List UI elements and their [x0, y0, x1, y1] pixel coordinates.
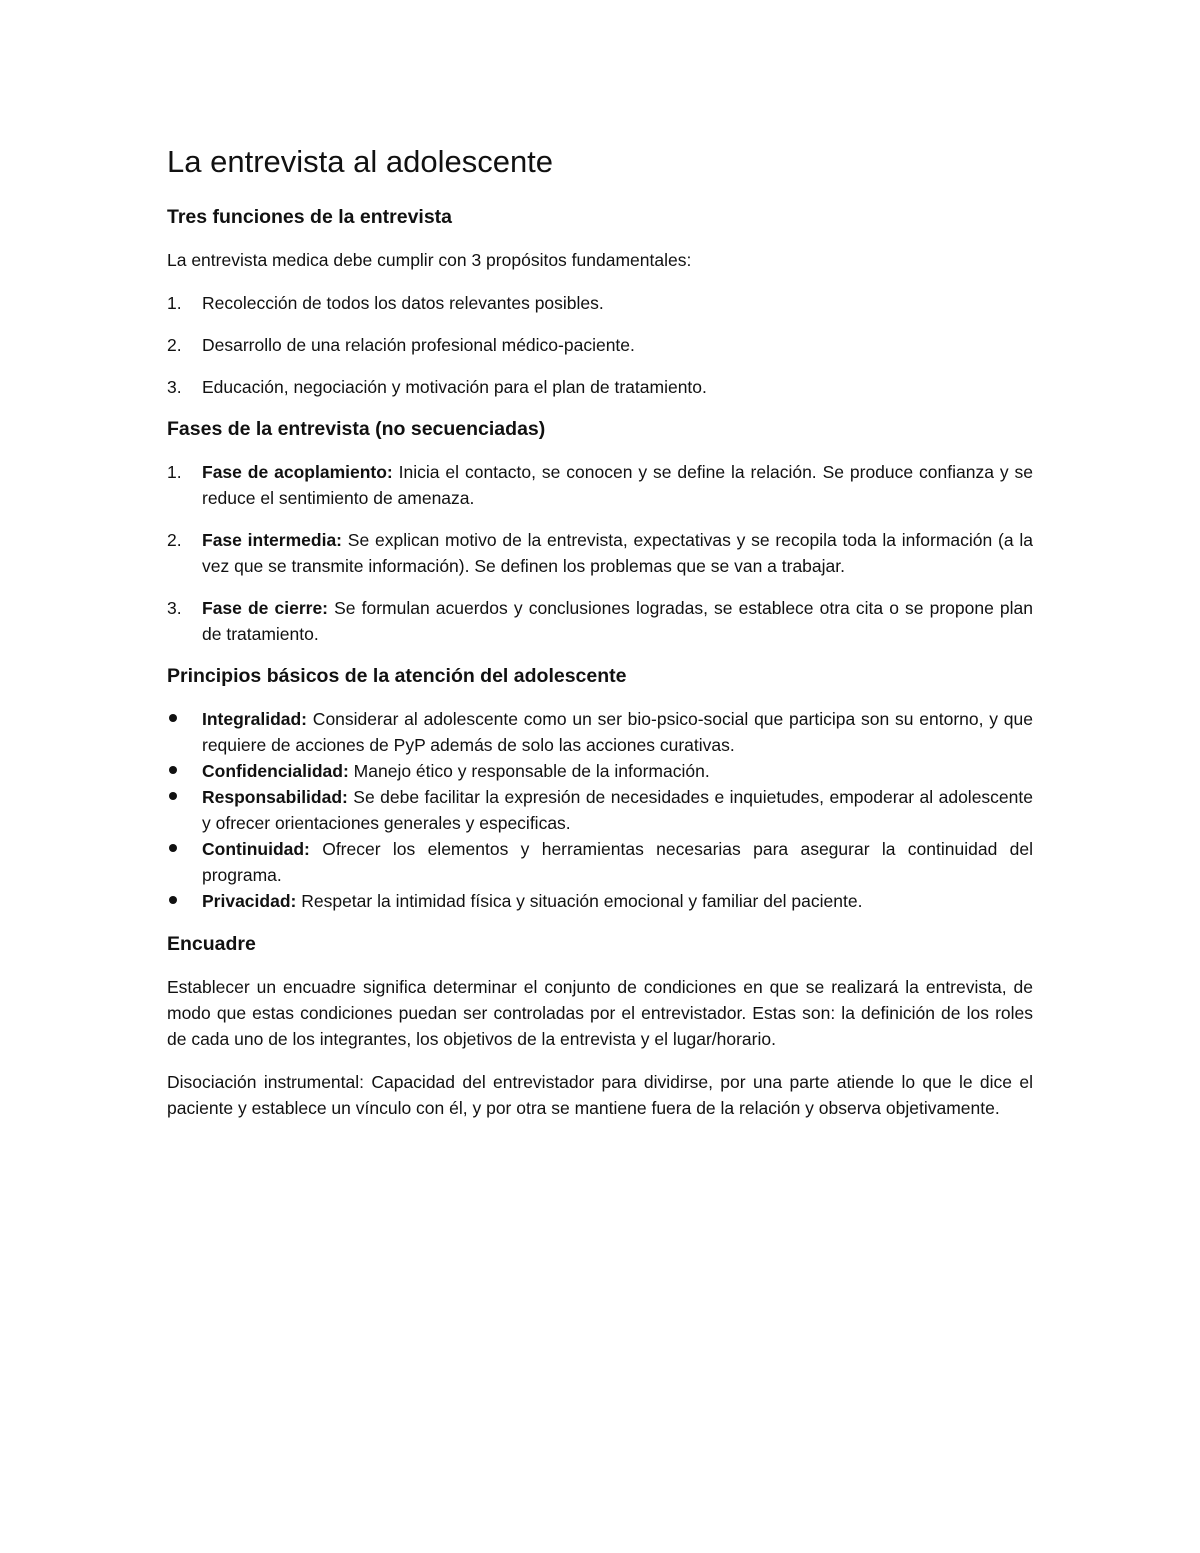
list-item [167, 888, 1033, 914]
list-item-label: Fase de acoplamiento: [202, 462, 393, 482]
list-number: 3. [167, 598, 182, 618]
bullet-icon [169, 792, 177, 800]
list-item [167, 527, 1033, 579]
list-item [167, 758, 1033, 784]
section-intro: La entrevista medica debe cumplir con 3 propósitos fundamentales: [167, 250, 692, 270]
list-item-text: Se debe facilitar la expresión de necesidades e inquietudes, empoderar al adolescente y ofrecer orientaciones generales y especificas. [202, 787, 1033, 833]
list-item-label: Privacidad: [202, 891, 297, 911]
bullet-icon [169, 766, 177, 774]
list-item-label: Responsabilidad: [202, 787, 348, 807]
list-item [167, 290, 1033, 316]
list-item [167, 784, 1033, 836]
bullet-icon [169, 844, 177, 852]
list-item-label: Confidencialidad: [202, 761, 349, 781]
list-item [167, 836, 1033, 888]
list-item-text: Considerar al adolescente como un ser bio-psico-social que participa son su entorno, y que requiere de acciones de PyP además de solo las acciones curativas. [202, 709, 1033, 755]
bullet-icon [169, 714, 177, 722]
list-number: 2. [167, 530, 182, 550]
list-item [167, 332, 1033, 358]
list-item-text: Respetar la intimidad física y situación emocional y familiar del paciente. [296, 891, 863, 911]
fases-list [167, 459, 1033, 647]
list-item [167, 595, 1033, 647]
funciones-list [167, 290, 1033, 400]
list-item-label: Fase de cierre: [202, 598, 329, 618]
disociacion-paragraph: Disociación instrumental: Capacidad del entrevistador para dividirse, por una parte atiende lo que le dice el paciente y establece un vínculo con él, y por otra se mantiene fuera de la relación y observa objetivamente. [167, 1072, 1033, 1118]
list-item-text: Inicia el contacto, se conocen y se define la relación. Se produce confianza y se reduce el sentimiento de amenaza. [202, 462, 1033, 508]
principios-list [167, 706, 1033, 914]
list-item-label: Fase intermedia: [202, 530, 343, 550]
list-item-text: Se formulan acuerdos y conclusiones logradas, se establece otra cita o se propone plan de tratamiento. [202, 598, 1034, 644]
list-item [167, 459, 1033, 511]
list-number: 1. [167, 462, 182, 482]
list-item [167, 374, 1033, 400]
list-item [167, 706, 1033, 758]
section-heading-funciones: Tres funciones de la entrevista [167, 206, 453, 228]
list-number: 2. [167, 335, 182, 355]
list-number: 1. [167, 293, 182, 313]
section-heading-fases: Fases de la entrevista (no secuenciadas) [167, 418, 546, 440]
encuadre-paragraph: Establecer un encuadre significa determinar el conjunto de condiciones en que se realizará la entrevista, de modo que estas condiciones puedan ser controladas por el entrevistador. Estas son: la definición de los roles de cada uno de los integrantes, los objetivos de la entrevista y el lugar/horario. [167, 977, 1033, 1049]
list-item-label: Continuidad: [202, 839, 310, 859]
list-item-text: Educación, negociación y motivación para el plan de tratamiento. [202, 377, 707, 397]
list-item-text: Se explican motivo de la entrevista, expectativas y se recopila toda la información (a la vez que se transmite información). Se definen los problemas que se van a trabajar. [202, 530, 1034, 576]
list-item-label: Integralidad: [202, 709, 308, 729]
document-title: La entrevista al adolescente [167, 144, 554, 179]
section-heading-encuadre: Encuadre [167, 933, 256, 955]
list-item-text: Ofrecer los elementos y herramientas necesarias para asegurar la continuidad del programa. [202, 839, 1033, 885]
list-item-text: Desarrollo de una relación profesional médico-paciente. [202, 335, 635, 355]
list-item-text: Recolección de todos los datos relevantes posibles. [202, 293, 604, 313]
list-number: 3. [167, 377, 182, 397]
section-heading-principios: Principios básicos de la atención del adolescente [167, 665, 627, 687]
bullet-icon [169, 896, 177, 904]
document-page [167, 140, 1033, 1138]
list-item-text: Manejo ético y responsable de la información. [348, 761, 710, 781]
